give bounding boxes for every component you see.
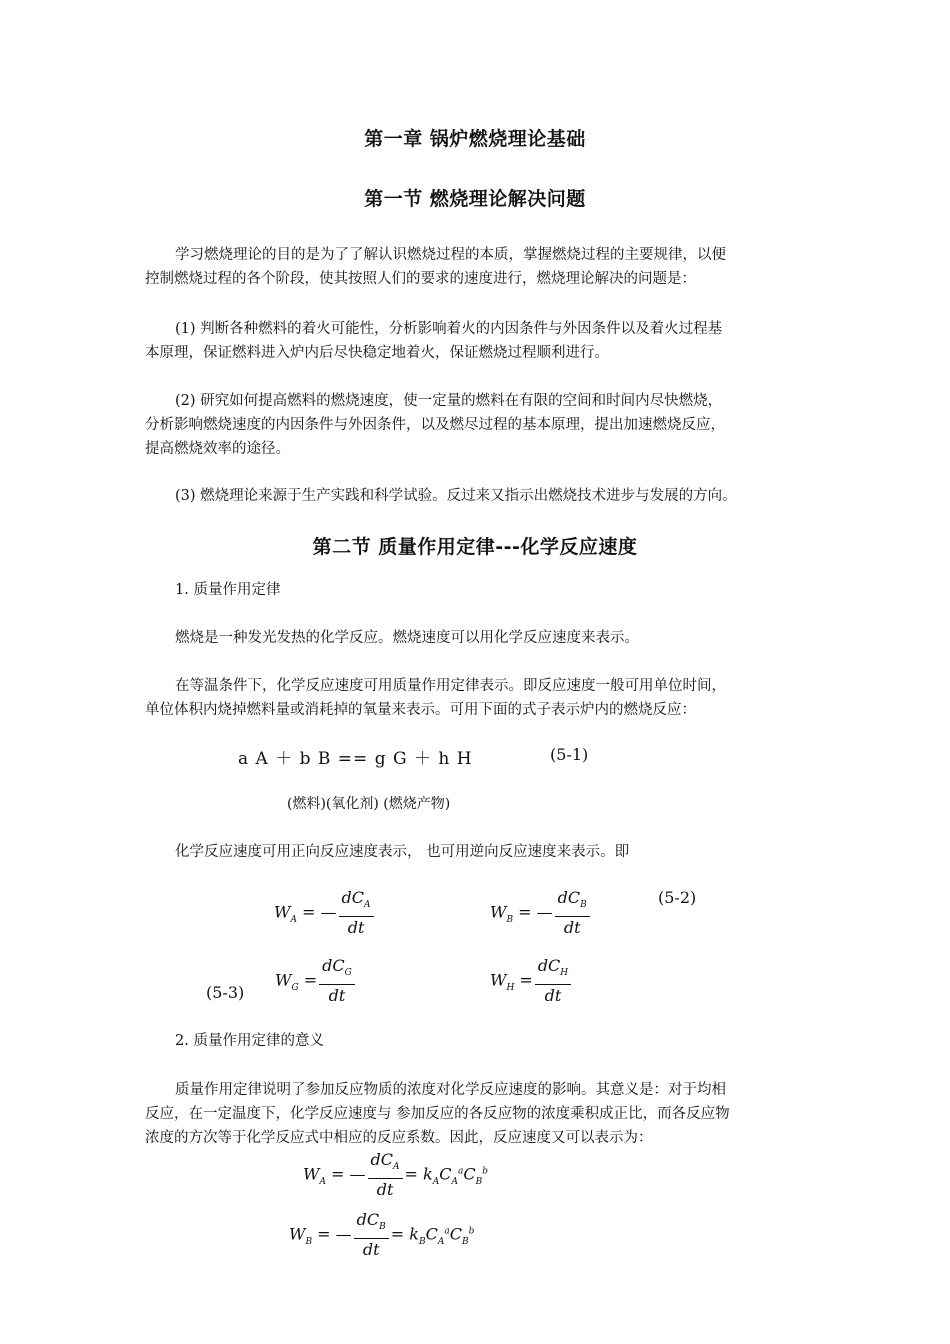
paragraph-combustion-definition: 燃烧是一种发光发热的化学反应。燃烧速度可以用化学反应速度来表示。 (175, 630, 639, 646)
section2-title: 第二节 质量作用定律---化学反应速度 (312, 536, 638, 558)
section1-title: 第一节 燃烧理论解决问题 (364, 188, 586, 210)
equation-number-5-3: (5-3) (206, 983, 245, 1002)
subheading-significance: 2. 质量作用定律的意义 (175, 1033, 324, 1049)
equation-number-5-2: (5-2) (658, 888, 697, 907)
item2-line-1: (2) 研究如何提高燃料的燃烧速度，使一定量的燃料在有限的空间和时间内尽快燃烧， (175, 393, 723, 409)
p4-line-2: 反应，在一定温度下，化学反应速度与 参加反应的各反应物的浓度乘积成正比，而各反应物 (145, 1106, 730, 1122)
intro-line-2: 控制燃烧过程的各个阶段，使其按照人们的要求的速度进行，燃烧理论解决的问题是： (145, 271, 696, 287)
p2-line-2: 单位体积内烧掉燃料量或消耗掉的氧量来表示。可用下面的式子表示炉内的燃烧反应： (145, 702, 696, 718)
equation-WB: $W_B$ = — $\frac{dC_B}{dt}$ (490, 888, 592, 938)
equation-WB-rate-law: $W_B$ = — $\frac{dC_B}{dt}$ = $k_BC_A^aC_B^b$ (289, 1210, 475, 1260)
subheading-mass-action-law: 1. 质量作用定律 (175, 582, 281, 598)
paragraph-significance (145, 1078, 815, 1150)
intro-line-1: 学习燃烧理论的目的是为了了解认识燃烧过程的本质，掌握燃烧过程的主要规律，以便 (175, 247, 726, 263)
equation-WG: $W_G$ = $\frac{dC_G}{dt}$ (275, 956, 357, 1006)
item3-line-1: (3) 燃烧理论来源于生产实践和科学试验。反过来又指示出燃烧技术进步与发展的方向。 (175, 488, 737, 504)
equation-WH: $W_H$ = $\frac{dC_H}{dt}$ (490, 956, 573, 1006)
p4-line-1: 质量作用定律说明了参加反应物质的浓度对化学反应速度的影响。其意义是：对于均相 (175, 1082, 726, 1098)
equation-WA-rate-law: $W_A$ = — $\frac{dC_A}{dt}$ = $k_AC_A^aC_B^b$ (303, 1150, 488, 1200)
paragraph-isothermal (145, 674, 815, 722)
equation-WA: $W_A$ = — $\frac{dC_A}{dt}$ (274, 888, 376, 938)
chapter-title: 第一章 锅炉燃烧理论基础 (364, 128, 586, 150)
p2-line-1: 在等温条件下，化学反应速度可用质量作用定律表示。即反应速度一般可用单位时间， (175, 678, 726, 694)
reaction-equation: a A ＋ b B == g G ＋ h H (238, 749, 473, 769)
p4-line-3: 浓度的方次等于化学反应式中相应的反应系数。因此，反应速度又可以表示为： (145, 1130, 653, 1146)
reaction-labels: (燃料)(氧化剂) (燃烧产物) (287, 796, 451, 812)
item1-line-1: (1) 判断各种燃料的着火可能性，分析影响着火的内因条件与外因条件以及着火过程基 (175, 321, 723, 337)
section1-item3 (145, 484, 815, 508)
paragraph-rate-directions: 化学反应速度可用正向反应速度表示， 也可用逆向反应速度来表示。即 (175, 844, 630, 860)
item1-line-2: 本原理，保证燃料进入炉内后尽快稳定地着火，保证燃烧过程顺利进行。 (145, 345, 609, 361)
section1-intro (145, 243, 815, 291)
item2-line-3: 提高燃烧效率的途径。 (145, 441, 290, 457)
item2-line-2: 分析影响燃烧速度的内因条件与外因条件，以及燃尽过程的基本原理，提出加速燃烧反应， (145, 417, 725, 433)
section1-item2 (145, 389, 815, 461)
section1-item1 (145, 317, 815, 365)
equation-number-5-1: (5-1) (550, 745, 589, 764)
